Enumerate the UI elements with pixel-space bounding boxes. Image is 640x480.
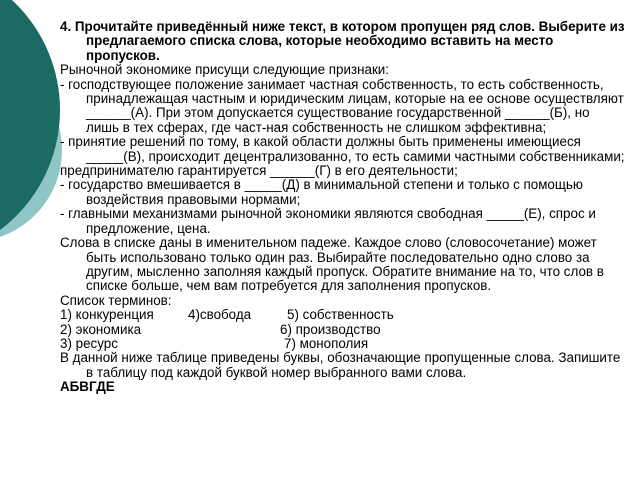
terms-row-1 (60, 308, 626, 322)
task-title: 4. Прочитайте приведённый ниже текст, в котором пропущен ряд слов. Выберите из предлагаемого списка слова, которые необходимо вставить на место пропусков. (60, 19, 625, 63)
table-note: В данной ниже таблице приведены буквы, обозначающие пропущенные слова. Запишите в таблицу под каждой буквой номер выбранного вами слова. (60, 350, 621, 380)
term-6: 6) производство (280, 321, 381, 337)
feature-item-3: предпринимателю гарантируется ______(Г) в его деятельности; (60, 163, 458, 179)
feature-item-5: - главными механизмами рыночной экономики являются свободная _____(Е), спрос и предложение, цена. (60, 206, 596, 236)
term-5: 5) собственность (287, 307, 394, 323)
term-3: 3) ресурс (60, 335, 118, 351)
feature-item-2: - принятие решений по тому, в какой области должны быть применены имеющиеся _____(В), происходит децентрализованно, то есть самими частными собственниками; (60, 134, 625, 164)
task-intro: Рыночной экономике присущи следующие признаки: (60, 62, 389, 78)
feature-item-4: - государство вмешивается в _____(Д) в минимальной степени и только с помощью воздействия правовыми нормами; (60, 177, 583, 207)
terms-label: Список терминов: (60, 292, 172, 308)
task-text (60, 20, 626, 395)
term-2: 2) экономика (60, 321, 142, 337)
terms-row-2 (60, 323, 626, 337)
feature-item-1: - господствующее положение занимает частная собственность, то есть собственность, принадлежащая частным и юридическим лицам, которые на ее основе осуществляют ______(А). При этом допускается существование государственной ______(Б), но лишь в тех сферах, где част-ная собственность не слишком эффективна; (60, 76, 624, 135)
term-4: 4)свобода (188, 307, 252, 323)
term-1: 1) конкуренция (60, 307, 154, 323)
term-7: 7) монополия (284, 335, 369, 351)
dark-teal-circle (0, 0, 60, 260)
answer-letters: АБВГДЕ (60, 379, 115, 395)
terms-row-3 (60, 337, 626, 351)
rules-paragraph: Слова в списке даны в именительном падеже. Каждое слово (словосочетание) может быть использовано только один раз. Выбирайте последовательно одно слово за другим, мысленно заполняя каждый пропуск. Обратите внимание на то, что слов в списке больше, чем вам потребуется для заполнения пропусков. (60, 235, 604, 294)
